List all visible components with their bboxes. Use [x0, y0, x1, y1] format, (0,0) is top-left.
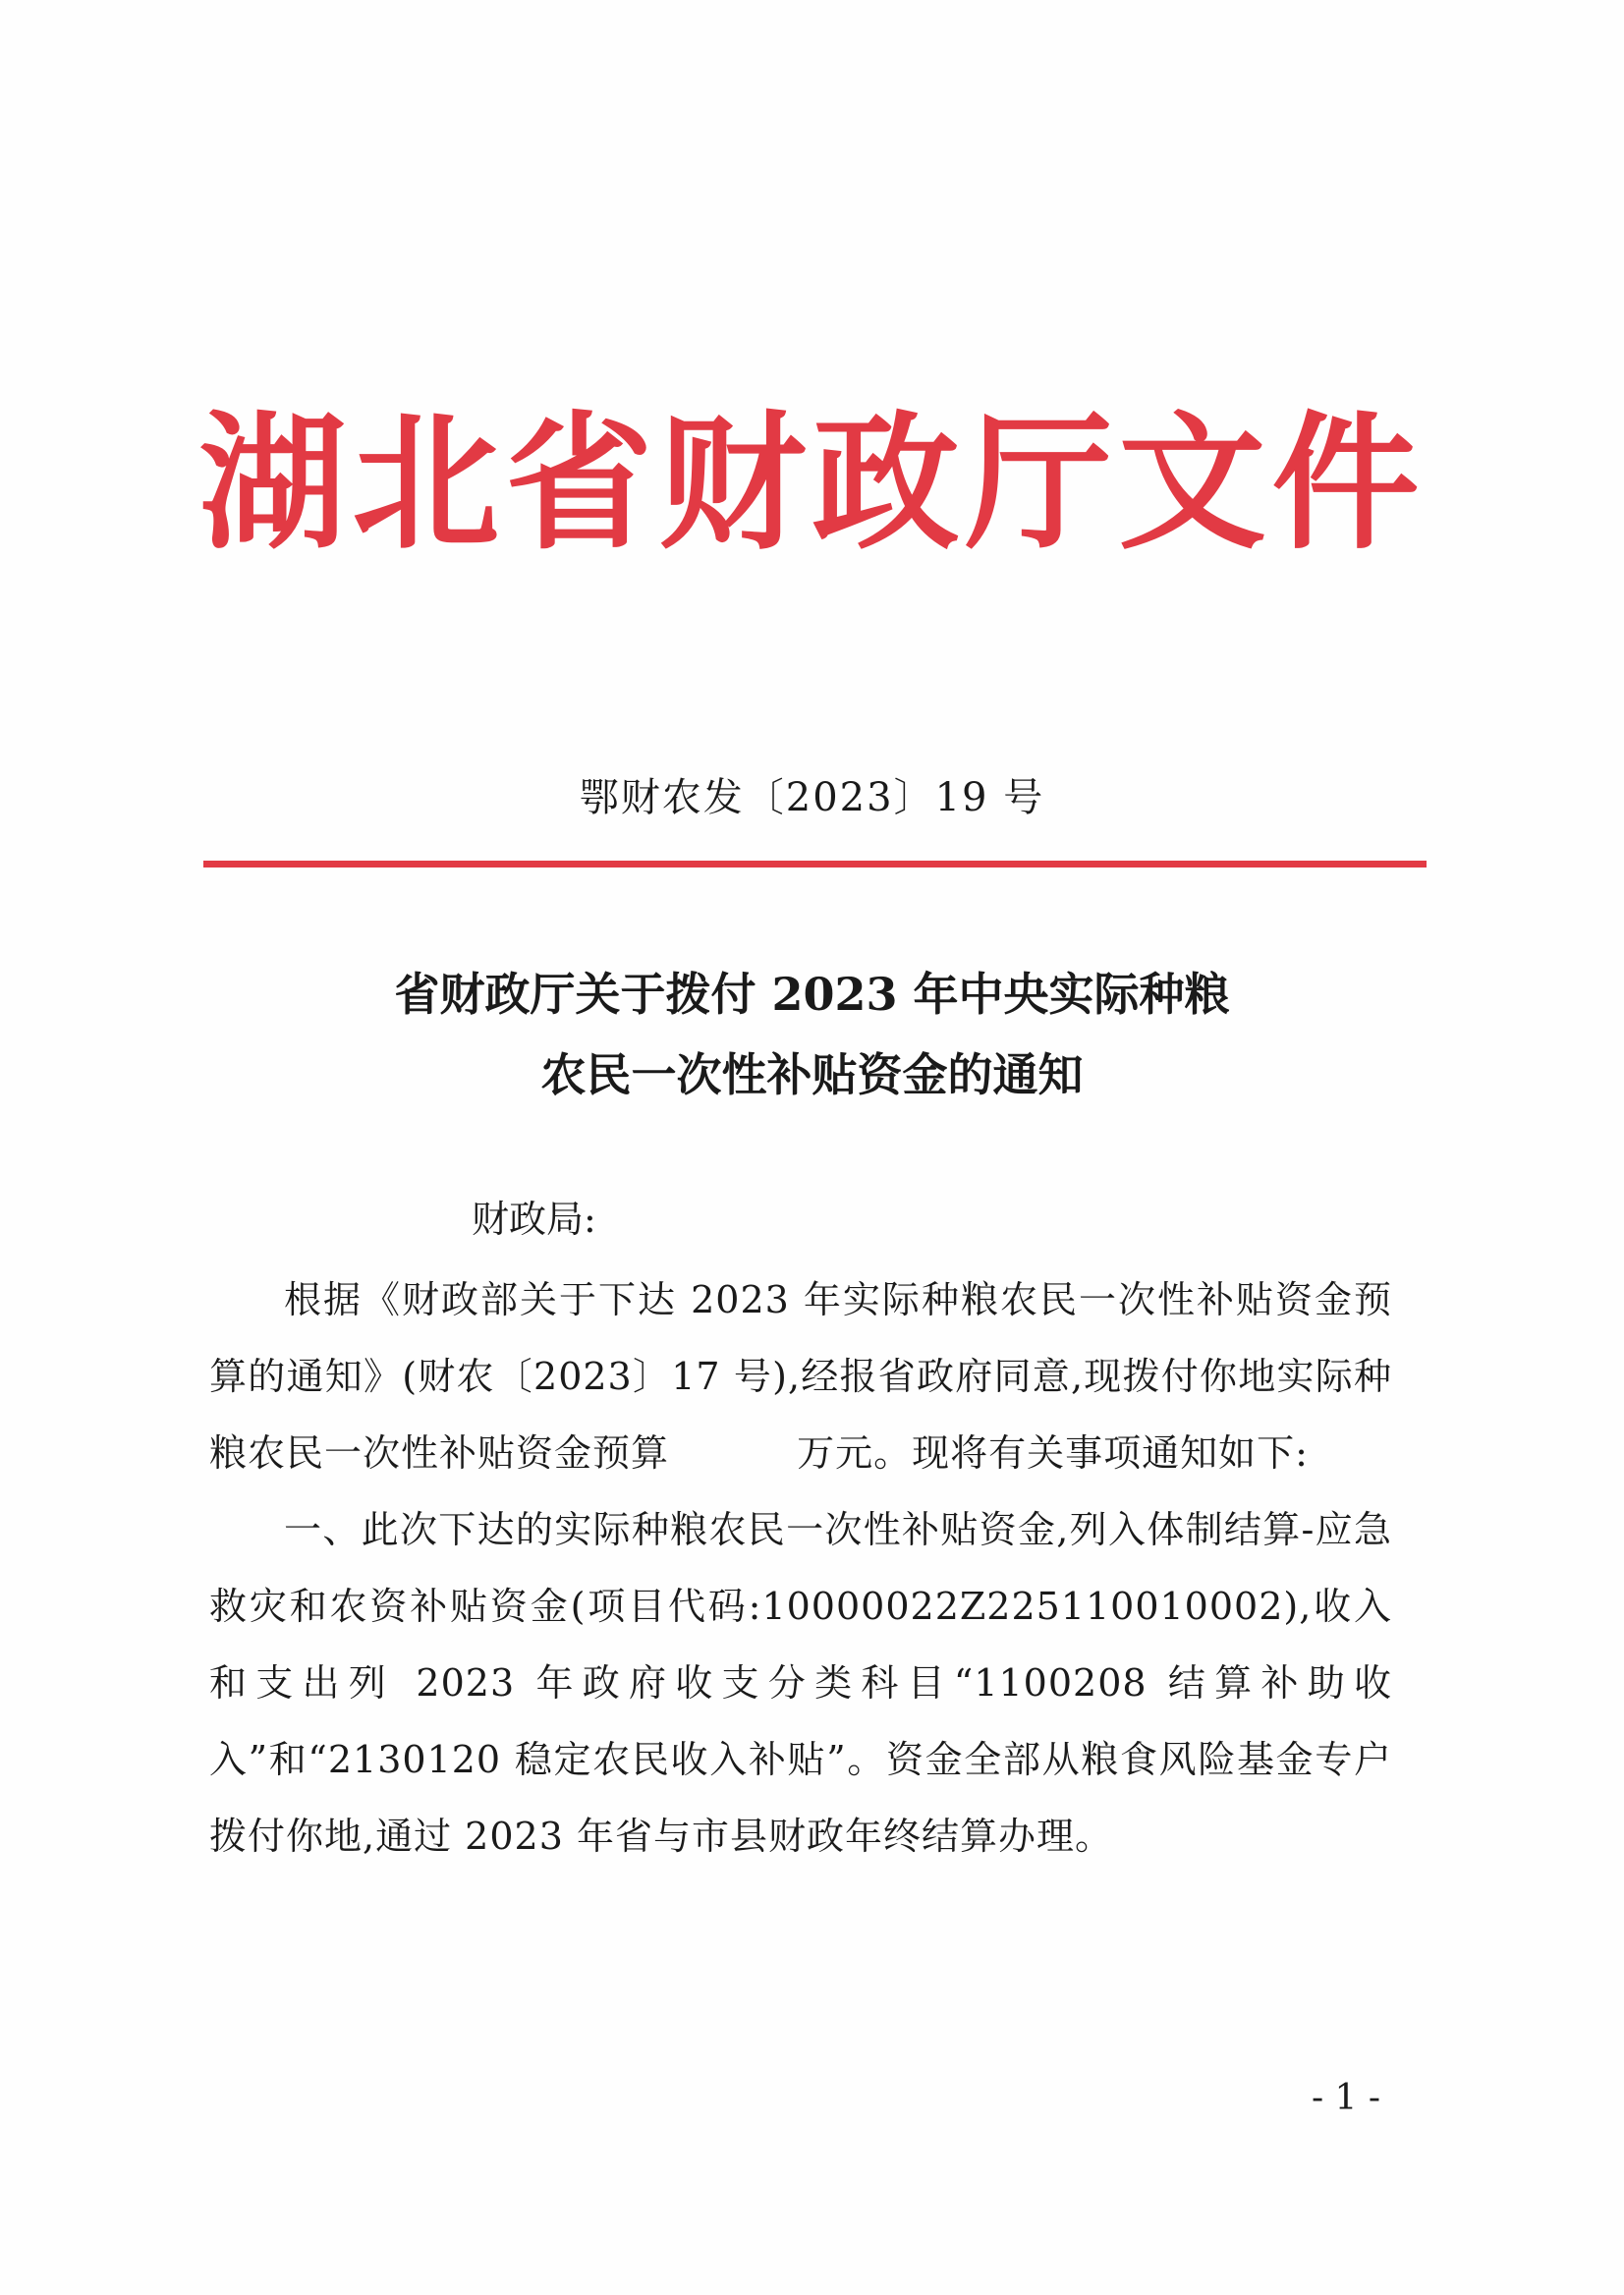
document-title-line-2: 农民一次性补贴资金的通知 — [540, 1048, 1084, 1101]
salutation: 财政局: — [472, 1198, 596, 1241]
red-divider-rule — [203, 861, 1427, 868]
paragraph-intro: 根据《财政部关于下达 2023 年实际种粮农民一次性补贴资金预算的通知》(财农〔2023〕17 号),经报省政府同意,现拨付你地实际种粮农民一次性补贴资金预算 万元。现将有关事项通知如下: — [209, 1278, 1392, 1475]
document-number: 鄂财农发〔2023〕19 号 — [579, 775, 1045, 820]
document-title-line-1: 省财政厅关于拨付 2023 年中央实际种粮 — [394, 968, 1230, 1021]
paragraph-item-1: 一、此次下达的实际种粮农民一次性补贴资金,列入体制结算-应急救灾和农资补贴资金(项目代码:10000022Z225110010002),收入和支出列 2023 年政府收支分类科目“1100208 结算补助收入”和“2130120 稳定农民收入补贴”。资金全部从粮食风险基金专户拨付你地,通过 2023 年省与市县财政年终结算办理。 — [209, 1508, 1392, 1858]
page-number: - 1 - — [1311, 2078, 1381, 2118]
masthead-title: 湖北省财政厅文件 — [198, 399, 1426, 570]
body-text — [209, 1261, 1392, 1875]
